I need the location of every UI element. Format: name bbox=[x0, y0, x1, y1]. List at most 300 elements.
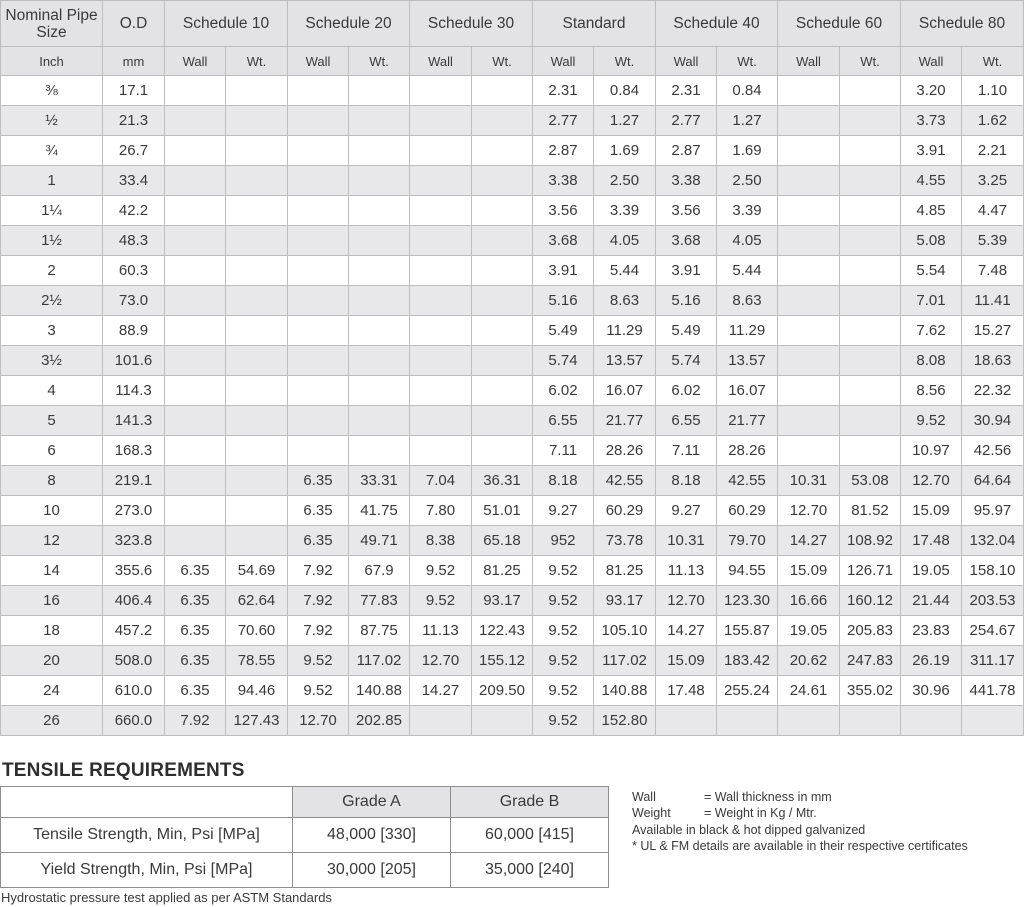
table-cell: 21.77 bbox=[594, 406, 656, 436]
table-cell: 255.24 bbox=[717, 676, 778, 706]
table-cell: 508.0 bbox=[103, 646, 165, 676]
table-cell: 3.73 bbox=[901, 106, 962, 136]
table-cell bbox=[778, 76, 840, 106]
table-cell: 53.08 bbox=[840, 466, 901, 496]
table-cell: 8.18 bbox=[533, 466, 594, 496]
table-cell: 10.97 bbox=[901, 436, 962, 466]
table-cell bbox=[349, 436, 410, 466]
table-row bbox=[1, 166, 1024, 196]
table-cell bbox=[165, 196, 226, 226]
table-cell bbox=[778, 316, 840, 346]
table-cell bbox=[778, 226, 840, 256]
table-cell: 62.64 bbox=[226, 586, 288, 616]
table-cell: 9.52 bbox=[533, 586, 594, 616]
table-cell: 13.57 bbox=[717, 346, 778, 376]
table-cell: 3.25 bbox=[962, 166, 1024, 196]
subheader-wt: Wt. bbox=[226, 47, 288, 76]
subheader-wt: Wt. bbox=[962, 47, 1024, 76]
table-cell: 2½ bbox=[1, 286, 103, 316]
table-cell bbox=[840, 166, 901, 196]
table-cell: 3 bbox=[1, 316, 103, 346]
table-cell bbox=[165, 136, 226, 166]
table-cell: 9.52 bbox=[533, 646, 594, 676]
table-cell: 219.1 bbox=[103, 466, 165, 496]
table-cell: 93.17 bbox=[472, 586, 533, 616]
table-cell: 2.77 bbox=[656, 106, 717, 136]
table-cell: 5.74 bbox=[656, 346, 717, 376]
table-cell: 30.94 bbox=[962, 406, 1024, 436]
table-cell bbox=[410, 286, 472, 316]
table-cell: 4.05 bbox=[717, 226, 778, 256]
table-cell bbox=[410, 376, 472, 406]
subheader-wall: Wall bbox=[778, 47, 840, 76]
table-row bbox=[1, 106, 1024, 136]
table-cell: 4.55 bbox=[901, 166, 962, 196]
table-cell: 16.07 bbox=[594, 376, 656, 406]
table-cell: 3.39 bbox=[594, 196, 656, 226]
table-cell bbox=[288, 316, 349, 346]
table-cell: 19.05 bbox=[778, 616, 840, 646]
table-cell bbox=[410, 436, 472, 466]
table-row bbox=[1, 676, 1024, 706]
table-cell: 6.55 bbox=[533, 406, 594, 436]
table-cell: 95.97 bbox=[962, 496, 1024, 526]
table-cell: 3.20 bbox=[901, 76, 962, 106]
header-schedule-60: Schedule 60 bbox=[778, 1, 901, 47]
table-cell bbox=[288, 226, 349, 256]
table-cell bbox=[778, 376, 840, 406]
subheader-row bbox=[1, 47, 1024, 76]
table-cell bbox=[165, 106, 226, 136]
table-cell: 28.26 bbox=[594, 436, 656, 466]
table-row bbox=[1, 586, 1024, 616]
table-row bbox=[1, 226, 1024, 256]
table-cell: 2.31 bbox=[656, 76, 717, 106]
table-cell: ¾ bbox=[1, 136, 103, 166]
table-cell: 7.04 bbox=[410, 466, 472, 496]
table-cell: 19.05 bbox=[901, 556, 962, 586]
table-cell: 6.02 bbox=[533, 376, 594, 406]
header-nominal-pipe-size: Nominal Pipe Size bbox=[1, 1, 103, 47]
table-cell: 3.91 bbox=[533, 256, 594, 286]
table-cell: 22.32 bbox=[962, 376, 1024, 406]
table-cell bbox=[410, 406, 472, 436]
table-cell bbox=[410, 226, 472, 256]
table-cell: 7.92 bbox=[288, 586, 349, 616]
table-cell: 16 bbox=[1, 586, 103, 616]
legend-weight-key: Weight bbox=[632, 806, 671, 821]
table-cell: 24.61 bbox=[778, 676, 840, 706]
table-cell: 8 bbox=[1, 466, 103, 496]
table-cell: 140.88 bbox=[349, 676, 410, 706]
table-cell: 79.70 bbox=[717, 526, 778, 556]
yield-strength-grade-b: 35,000 [240] bbox=[451, 853, 609, 888]
table-cell: 21.77 bbox=[717, 406, 778, 436]
table-cell: 7.62 bbox=[901, 316, 962, 346]
table-cell bbox=[840, 706, 901, 736]
table-cell: 18.63 bbox=[962, 346, 1024, 376]
table-cell: 3.56 bbox=[533, 196, 594, 226]
table-row bbox=[1, 376, 1024, 406]
table-cell: 6.35 bbox=[288, 466, 349, 496]
table-cell: 48.3 bbox=[103, 226, 165, 256]
table-cell bbox=[226, 526, 288, 556]
table-cell: 12 bbox=[1, 526, 103, 556]
table-cell bbox=[901, 706, 962, 736]
legend-wall-row bbox=[632, 789, 968, 805]
table-cell: 2 bbox=[1, 256, 103, 286]
table-cell bbox=[226, 256, 288, 286]
table-cell bbox=[472, 436, 533, 466]
table-cell bbox=[226, 466, 288, 496]
header-schedule-40: Schedule 40 bbox=[656, 1, 778, 47]
table-cell bbox=[288, 436, 349, 466]
table-cell: 9.27 bbox=[533, 496, 594, 526]
table-cell: 8.38 bbox=[410, 526, 472, 556]
header-standard: Standard bbox=[533, 1, 656, 47]
table-row bbox=[1, 346, 1024, 376]
table-cell bbox=[288, 136, 349, 166]
table-cell: 21.3 bbox=[103, 106, 165, 136]
table-cell: 3.91 bbox=[901, 136, 962, 166]
table-cell bbox=[472, 376, 533, 406]
table-cell: 33.4 bbox=[103, 166, 165, 196]
header-schedule-10: Schedule 10 bbox=[165, 1, 288, 47]
table-cell: 16.07 bbox=[717, 376, 778, 406]
table-cell: 6.35 bbox=[288, 496, 349, 526]
table-cell bbox=[349, 346, 410, 376]
table-cell: 0.84 bbox=[717, 76, 778, 106]
table-cell: 355.02 bbox=[840, 676, 901, 706]
table-cell: 10.31 bbox=[778, 466, 840, 496]
table-cell: 7.92 bbox=[288, 616, 349, 646]
table-cell bbox=[840, 106, 901, 136]
table-cell bbox=[840, 436, 901, 466]
table-cell: 126.71 bbox=[840, 556, 901, 586]
table-cell: 9.27 bbox=[656, 496, 717, 526]
table-cell: 7.48 bbox=[962, 256, 1024, 286]
table-cell: 73.78 bbox=[594, 526, 656, 556]
table-cell: 12.70 bbox=[288, 706, 349, 736]
table-cell: 4.47 bbox=[962, 196, 1024, 226]
table-cell: 5.49 bbox=[656, 316, 717, 346]
table-cell: 441.78 bbox=[962, 676, 1024, 706]
table-cell bbox=[165, 376, 226, 406]
table-cell: 60.3 bbox=[103, 256, 165, 286]
table-cell bbox=[778, 706, 840, 736]
tensile-header-row bbox=[1, 787, 609, 818]
table-cell: 952 bbox=[533, 526, 594, 556]
table-cell: 41.75 bbox=[349, 496, 410, 526]
table-cell bbox=[778, 256, 840, 286]
table-cell: 6.35 bbox=[288, 526, 349, 556]
table-cell: 8.08 bbox=[901, 346, 962, 376]
tensile-strength-grade-a: 48,000 [330] bbox=[293, 818, 451, 853]
table-cell: 2.50 bbox=[594, 166, 656, 196]
subheader-inch: Inch bbox=[1, 47, 103, 76]
table-cell: 273.0 bbox=[103, 496, 165, 526]
table-cell: 127.43 bbox=[226, 706, 288, 736]
header-schedule-20: Schedule 20 bbox=[288, 1, 410, 47]
table-cell: 18 bbox=[1, 616, 103, 646]
header-grade-b: Grade B bbox=[451, 787, 609, 818]
table-cell: 202.85 bbox=[349, 706, 410, 736]
subheader-wall: Wall bbox=[901, 47, 962, 76]
table-cell: 117.02 bbox=[594, 646, 656, 676]
table-cell bbox=[840, 376, 901, 406]
table-cell: 457.2 bbox=[103, 616, 165, 646]
legend-wall-desc: = Wall thickness in mm bbox=[704, 790, 832, 804]
table-cell: 73.0 bbox=[103, 286, 165, 316]
table-cell: 87.75 bbox=[349, 616, 410, 646]
table-cell: 10 bbox=[1, 496, 103, 526]
table-cell: 60.29 bbox=[594, 496, 656, 526]
subheader-wall: Wall bbox=[533, 47, 594, 76]
table-cell: 1.27 bbox=[717, 106, 778, 136]
table-cell: 9.52 bbox=[410, 556, 472, 586]
table-cell: 94.55 bbox=[717, 556, 778, 586]
legend-weight-desc: = Weight in Kg / Mtr. bbox=[704, 806, 817, 821]
table-cell: 1.27 bbox=[594, 106, 656, 136]
table-cell bbox=[349, 76, 410, 106]
table-cell: 30.96 bbox=[901, 676, 962, 706]
table-cell: 3.56 bbox=[656, 196, 717, 226]
subheader-wall: Wall bbox=[288, 47, 349, 76]
table-cell: 11.13 bbox=[410, 616, 472, 646]
table-cell bbox=[288, 256, 349, 286]
table-cell: 5.54 bbox=[901, 256, 962, 286]
table-cell: 42.56 bbox=[962, 436, 1024, 466]
table-cell: 9.52 bbox=[410, 586, 472, 616]
table-cell bbox=[410, 256, 472, 286]
table-cell: 108.92 bbox=[840, 526, 901, 556]
table-cell: 2.21 bbox=[962, 136, 1024, 166]
table-cell: 101.6 bbox=[103, 346, 165, 376]
table-cell bbox=[778, 166, 840, 196]
table-cell: 8.63 bbox=[717, 286, 778, 316]
table-cell: 1.62 bbox=[962, 106, 1024, 136]
table-cell: 20.62 bbox=[778, 646, 840, 676]
table-cell bbox=[288, 406, 349, 436]
table-cell: 26.7 bbox=[103, 136, 165, 166]
table-cell bbox=[472, 76, 533, 106]
table-cell bbox=[165, 346, 226, 376]
table-cell: 5.39 bbox=[962, 226, 1024, 256]
table-cell bbox=[472, 286, 533, 316]
table-cell: 205.83 bbox=[840, 616, 901, 646]
table-cell: 4.05 bbox=[594, 226, 656, 256]
table-cell bbox=[472, 166, 533, 196]
table-cell bbox=[472, 136, 533, 166]
table-cell: 23.83 bbox=[901, 616, 962, 646]
table-cell bbox=[778, 196, 840, 226]
table-cell bbox=[349, 256, 410, 286]
table-cell: 122.43 bbox=[472, 616, 533, 646]
table-cell bbox=[288, 196, 349, 226]
table-cell bbox=[165, 76, 226, 106]
table-cell: 2.31 bbox=[533, 76, 594, 106]
table-cell: 323.8 bbox=[103, 526, 165, 556]
table-cell: 60.29 bbox=[717, 496, 778, 526]
table-cell bbox=[226, 436, 288, 466]
table-cell: 3.39 bbox=[717, 196, 778, 226]
table-cell: 610.0 bbox=[103, 676, 165, 706]
table-cell: 6.35 bbox=[165, 586, 226, 616]
table-cell: 9.52 bbox=[533, 676, 594, 706]
table-cell: 355.6 bbox=[103, 556, 165, 586]
table-cell: 6.35 bbox=[165, 556, 226, 586]
table-cell: 9.52 bbox=[288, 646, 349, 676]
table-cell: 7.11 bbox=[656, 436, 717, 466]
table-cell: 12.70 bbox=[778, 496, 840, 526]
table-cell: 8.63 bbox=[594, 286, 656, 316]
table-row bbox=[1, 196, 1024, 226]
table-cell: 26 bbox=[1, 706, 103, 736]
table-cell: 14 bbox=[1, 556, 103, 586]
table-cell: 5.16 bbox=[533, 286, 594, 316]
table-cell: 9.52 bbox=[533, 616, 594, 646]
table-row bbox=[1, 136, 1024, 166]
table-cell: 7.11 bbox=[533, 436, 594, 466]
table-cell: 26.19 bbox=[901, 646, 962, 676]
table-row bbox=[1, 316, 1024, 346]
table-cell: 42.2 bbox=[103, 196, 165, 226]
table-cell bbox=[472, 226, 533, 256]
table-cell: 11.29 bbox=[717, 316, 778, 346]
table-cell: 2.77 bbox=[533, 106, 594, 136]
table-cell: ⅜ bbox=[1, 76, 103, 106]
table-cell: 168.3 bbox=[103, 436, 165, 466]
table-cell: 5.16 bbox=[656, 286, 717, 316]
table-row bbox=[1, 436, 1024, 466]
table-row bbox=[1, 706, 1024, 736]
table-cell: 15.09 bbox=[901, 496, 962, 526]
table-row bbox=[1, 466, 1024, 496]
table-cell: 9.52 bbox=[288, 676, 349, 706]
table-row bbox=[1, 556, 1024, 586]
table-cell: 12.70 bbox=[901, 466, 962, 496]
table-cell bbox=[226, 286, 288, 316]
table-cell bbox=[778, 136, 840, 166]
table-cell bbox=[226, 376, 288, 406]
table-cell: 660.0 bbox=[103, 706, 165, 736]
table-cell: 2.50 bbox=[717, 166, 778, 196]
yield-strength-row bbox=[1, 853, 609, 888]
table-cell: 9.52 bbox=[533, 556, 594, 586]
table-cell bbox=[165, 436, 226, 466]
table-cell: 4.85 bbox=[901, 196, 962, 226]
table-cell bbox=[349, 376, 410, 406]
table-cell bbox=[288, 76, 349, 106]
header-row bbox=[1, 1, 1024, 47]
table-cell: 81.25 bbox=[594, 556, 656, 586]
table-cell bbox=[840, 256, 901, 286]
table-cell: 7.92 bbox=[165, 706, 226, 736]
table-cell: 42.55 bbox=[594, 466, 656, 496]
table-cell bbox=[410, 136, 472, 166]
table-cell: 42.55 bbox=[717, 466, 778, 496]
table-cell: 247.83 bbox=[840, 646, 901, 676]
table-cell: 3.68 bbox=[533, 226, 594, 256]
table-cell bbox=[165, 316, 226, 346]
table-cell: 88.9 bbox=[103, 316, 165, 346]
table-cell bbox=[840, 196, 901, 226]
subheader-wt: Wt. bbox=[717, 47, 778, 76]
table-cell: 311.17 bbox=[962, 646, 1024, 676]
table-cell: 0.84 bbox=[594, 76, 656, 106]
table-cell bbox=[349, 106, 410, 136]
table-cell bbox=[472, 346, 533, 376]
table-cell: 7.80 bbox=[410, 496, 472, 526]
table-cell bbox=[410, 706, 472, 736]
table-cell bbox=[840, 316, 901, 346]
table-cell: 51.01 bbox=[472, 496, 533, 526]
header-od: O.D bbox=[103, 1, 165, 47]
table-cell bbox=[840, 136, 901, 166]
table-cell: 93.17 bbox=[594, 586, 656, 616]
table-cell bbox=[165, 286, 226, 316]
table-cell bbox=[472, 316, 533, 346]
table-cell bbox=[226, 346, 288, 376]
table-cell: 6.02 bbox=[656, 376, 717, 406]
table-cell bbox=[472, 196, 533, 226]
table-cell: 5 bbox=[1, 406, 103, 436]
table-cell: 5.74 bbox=[533, 346, 594, 376]
table-row bbox=[1, 286, 1024, 316]
table-cell: 114.3 bbox=[103, 376, 165, 406]
subheader-mm: mm bbox=[103, 47, 165, 76]
table-cell: 5.49 bbox=[533, 316, 594, 346]
table-cell: 12.70 bbox=[410, 646, 472, 676]
table-cell: 17.48 bbox=[656, 676, 717, 706]
table-cell: 10.31 bbox=[656, 526, 717, 556]
table-cell: 254.67 bbox=[962, 616, 1024, 646]
table-cell: 12.70 bbox=[656, 586, 717, 616]
table-cell bbox=[288, 106, 349, 136]
table-cell bbox=[226, 136, 288, 166]
table-cell: 11.41 bbox=[962, 286, 1024, 316]
table-cell bbox=[165, 406, 226, 436]
table-cell: 158.10 bbox=[962, 556, 1024, 586]
table-cell bbox=[165, 166, 226, 196]
table-cell: 183.42 bbox=[717, 646, 778, 676]
tensile-requirements-table bbox=[0, 786, 609, 888]
table-cell bbox=[778, 406, 840, 436]
table-cell bbox=[288, 286, 349, 316]
table-cell bbox=[226, 226, 288, 256]
table-cell: 11.13 bbox=[656, 556, 717, 586]
table-cell bbox=[472, 406, 533, 436]
table-cell bbox=[226, 406, 288, 436]
legend-weight-row bbox=[632, 805, 968, 821]
table-cell bbox=[840, 286, 901, 316]
table-cell bbox=[288, 376, 349, 406]
table-row bbox=[1, 76, 1024, 106]
table-cell bbox=[165, 526, 226, 556]
table-cell: 28.26 bbox=[717, 436, 778, 466]
table-cell: 49.71 bbox=[349, 526, 410, 556]
subheader-wall: Wall bbox=[656, 47, 717, 76]
table-cell: 6 bbox=[1, 436, 103, 466]
table-cell bbox=[226, 196, 288, 226]
table-cell bbox=[349, 136, 410, 166]
table-cell: 132.04 bbox=[962, 526, 1024, 556]
table-cell: 11.29 bbox=[594, 316, 656, 346]
tensile-strength-label: Tensile Strength, Min, Psi [MPa] bbox=[1, 818, 293, 853]
table-cell bbox=[717, 706, 778, 736]
table-row bbox=[1, 496, 1024, 526]
table-cell: 21.44 bbox=[901, 586, 962, 616]
